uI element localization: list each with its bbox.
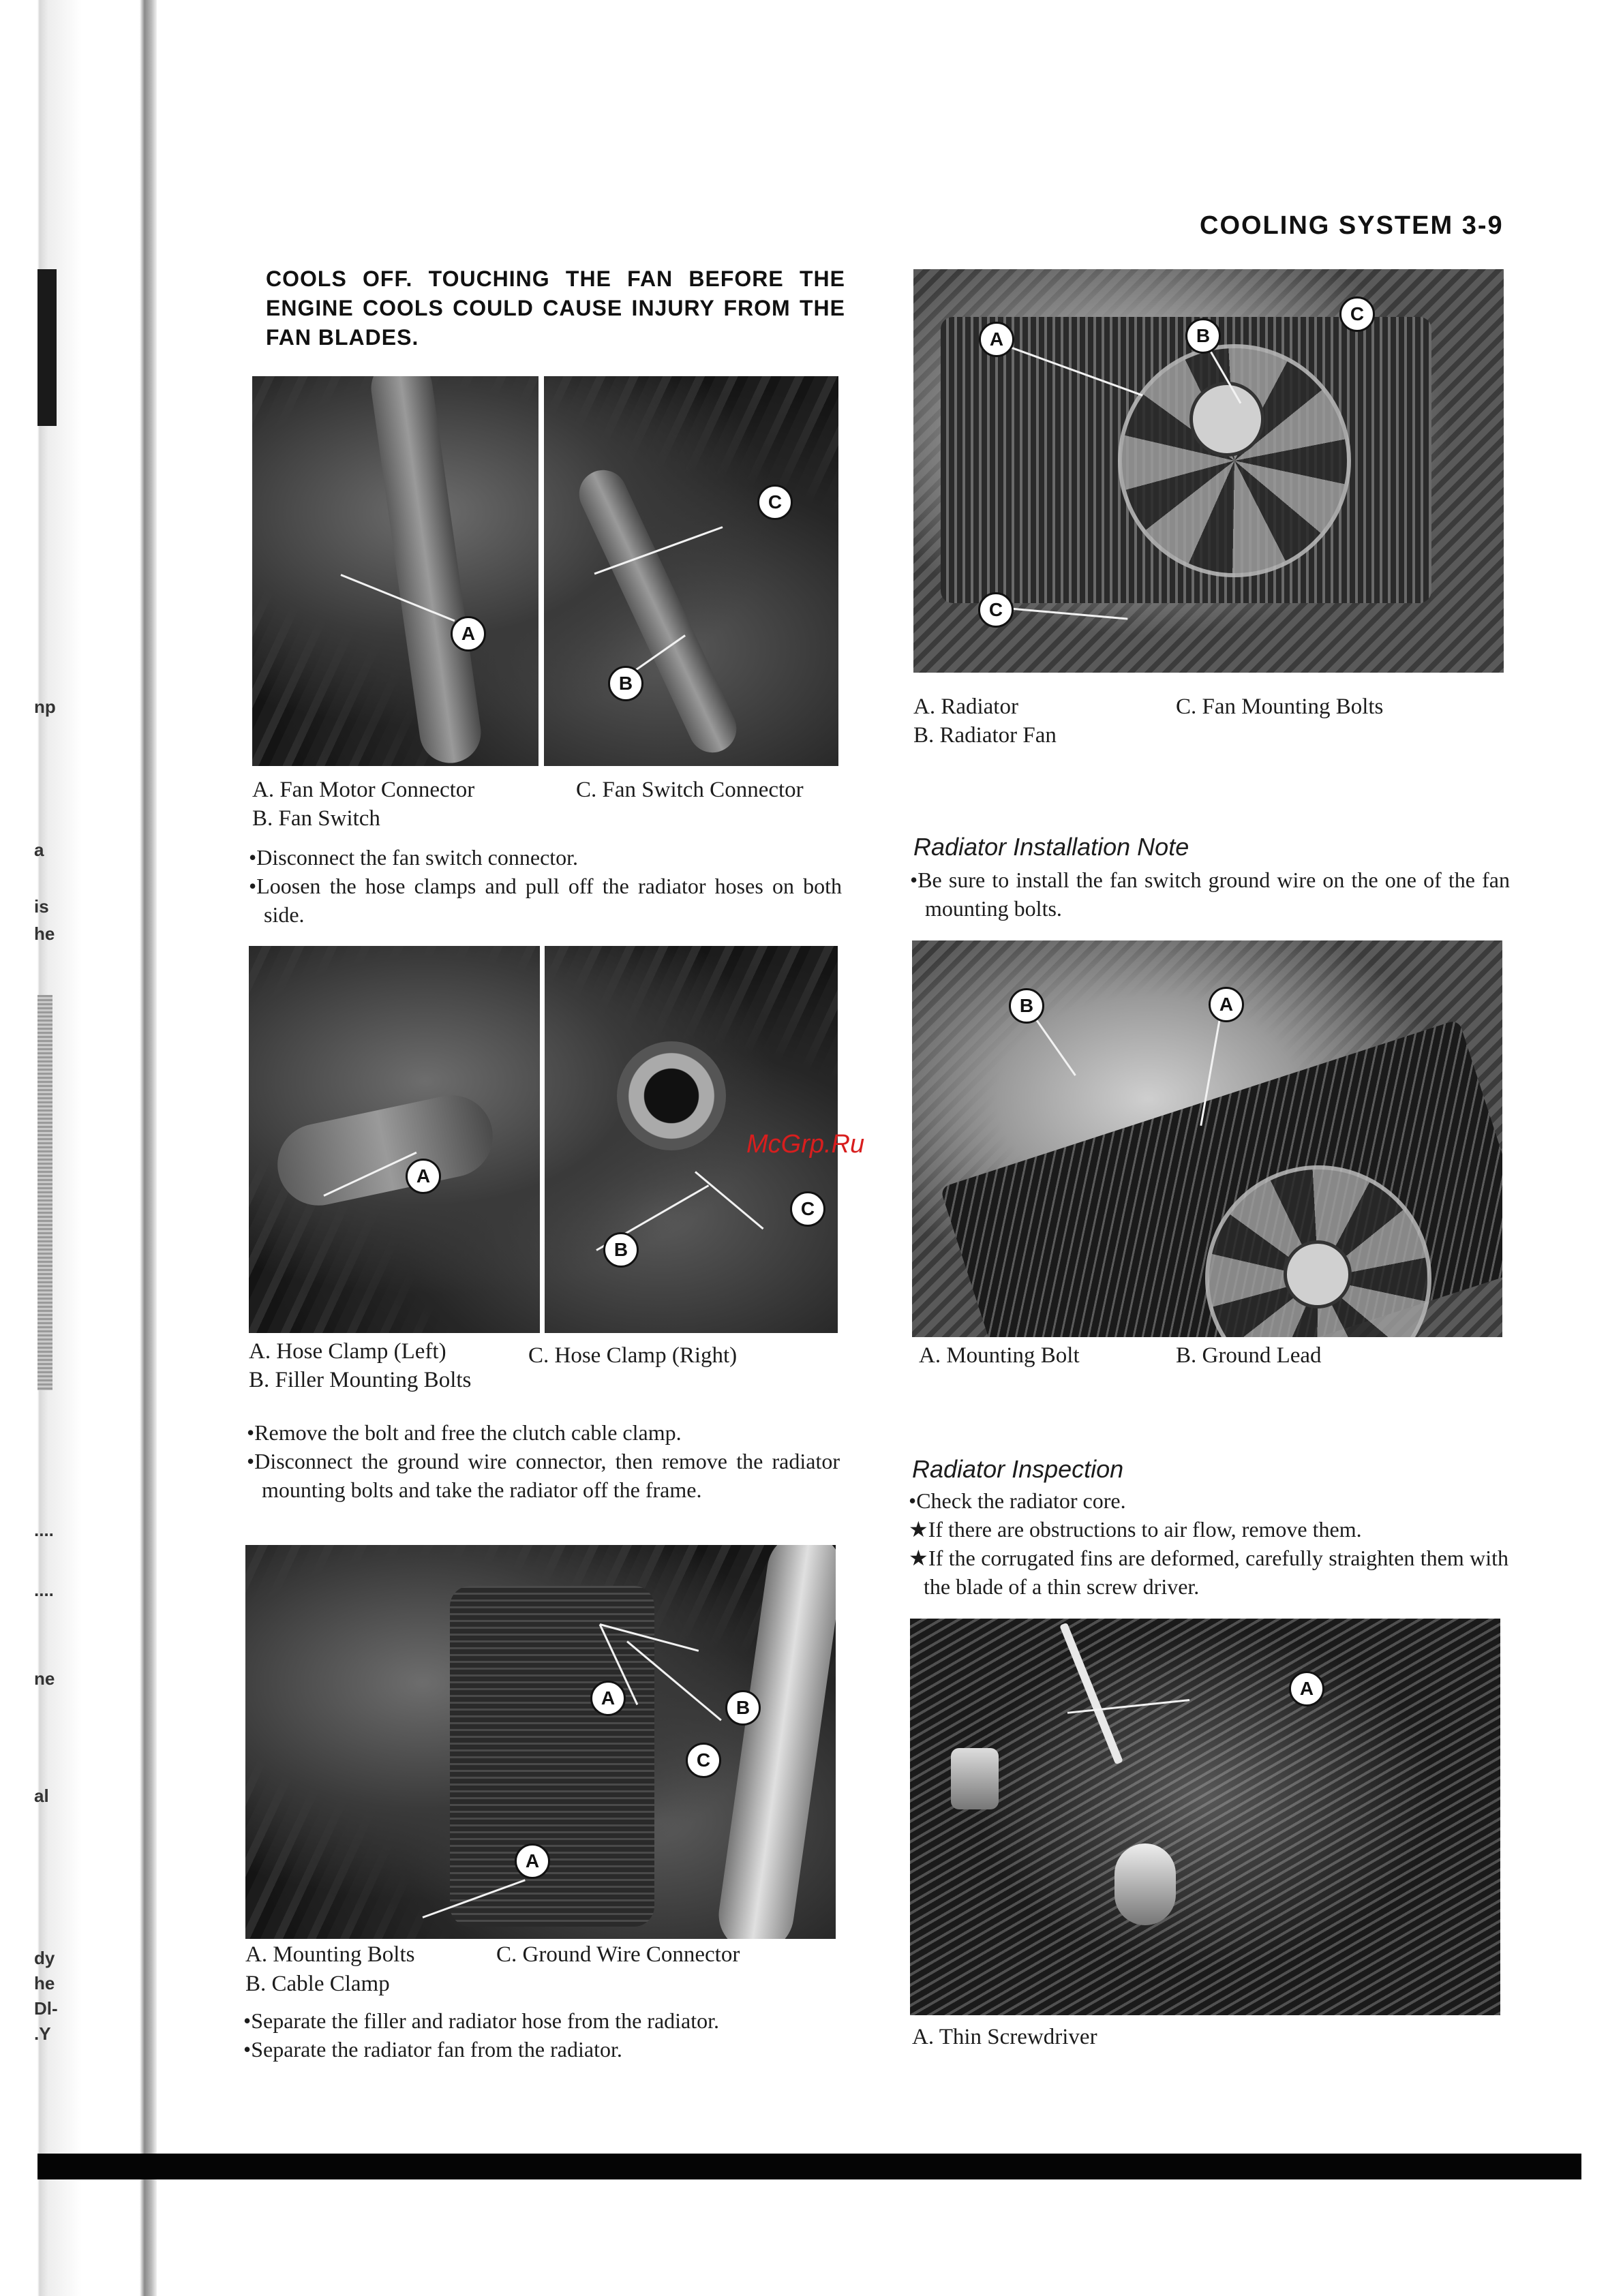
caption-item: C. Hose Clamp (Right) <box>528 1343 738 1368</box>
margin-fragment: a <box>34 840 44 860</box>
section-title-installation: Radiator Installation Note <box>913 833 1189 861</box>
callout-a: A <box>1209 987 1244 1022</box>
margin-gray-strip <box>37 995 52 1390</box>
instruction-step: •Check the radiator core. <box>909 1488 1126 1513</box>
callout-b: B <box>1009 988 1044 1024</box>
margin-fragment: dy <box>34 1948 55 1968</box>
caption-item: A. Hose Clamp (Left) <box>249 1339 446 1364</box>
instruction-list <box>249 843 842 929</box>
caption-item: B. Radiator Fan <box>913 723 1057 748</box>
margin-fragment: np <box>34 697 56 717</box>
instruction-step: •Loosen the hose clamps and pull off the radiator hoses on both side. <box>249 874 842 927</box>
instruction-list <box>910 866 1510 923</box>
callout-c: C <box>686 1743 721 1778</box>
callout-b: B <box>1185 318 1221 354</box>
caption-item: A. Fan Motor Connector <box>252 778 475 802</box>
caption-item: B. Fan Switch <box>252 806 380 831</box>
margin-fragment: is <box>34 896 49 917</box>
instruction-step: ★If the corrugated fins are deformed, carefully straighten them with the blade of a thin screw driver. <box>909 1546 1508 1599</box>
caption-item: B. Filler Mounting Bolts <box>249 1368 472 1392</box>
callout-c: C <box>978 592 1014 628</box>
callout-c: C <box>757 485 793 520</box>
callout-c: C <box>790 1191 825 1227</box>
callout-b: B <box>603 1232 639 1268</box>
instruction-step: •Remove the bolt and free the clutch cable clamp. <box>247 1420 682 1445</box>
radiator-fan-photo <box>913 269 1504 673</box>
caption-item: B. Ground Lead <box>1176 1343 1322 1368</box>
radiator-removal-photo <box>245 1545 836 1939</box>
caption-item: C. Fan Switch Connector <box>576 778 804 802</box>
instruction-step: •Disconnect the fan switch connector. <box>249 845 579 870</box>
caption-item: A. Thin Screwdriver <box>912 2025 1097 2049</box>
instruction-step: ★If there are obstructions to air flow, remove them. <box>909 1517 1362 1542</box>
margin-dark-strip <box>37 269 57 426</box>
margin-fragment: .... <box>34 1580 54 1600</box>
callout-b: B <box>725 1690 761 1726</box>
callout-a: A <box>1289 1671 1324 1706</box>
margin-fragment: .Y <box>34 2023 51 2044</box>
caption-item: A. Radiator <box>913 694 1018 719</box>
book-spine-shadow <box>0 0 157 2296</box>
margin-fragment: .... <box>34 1520 54 1540</box>
callout-b: B <box>608 666 643 701</box>
margin-fragment: he <box>34 1973 55 1993</box>
caption-item: B. Cable Clamp <box>245 1972 390 1996</box>
caption-item: A. Mounting Bolts <box>245 1942 415 1967</box>
instruction-step: •Be sure to install the fan switch ground wire on the one of the fan mounting bolts. <box>910 868 1510 921</box>
callout-a: A <box>590 1681 626 1716</box>
thin-screwdriver-photo <box>910 1619 1500 2015</box>
watermark-text: McGrp.Ru <box>746 1130 865 1159</box>
margin-fragment: al <box>34 1786 49 1806</box>
margin-fragment: he <box>34 923 55 944</box>
instruction-list <box>243 2006 843 2064</box>
callout-a: A <box>515 1843 550 1879</box>
instruction-step: •Separate the radiator fan from the radiator. <box>243 2037 622 2062</box>
ground-lead-photo <box>912 940 1502 1337</box>
instruction-list <box>247 1418 840 1504</box>
callout-a: A <box>451 616 486 652</box>
page-bottom-bar <box>37 2154 1581 2179</box>
caption-item: C. Ground Wire Connector <box>496 1942 740 1967</box>
page-header: COOLING SYSTEM 3-9 <box>1200 211 1504 240</box>
caption-item: C. Fan Mounting Bolts <box>1176 694 1384 719</box>
instruction-step: •Disconnect the ground wire connector, then remove the radiator mounting bolts and take the radiator off the frame. <box>247 1449 840 1502</box>
instruction-step: •Separate the filler and radiator hose from the radiator. <box>243 2008 720 2033</box>
callout-a: A <box>406 1159 441 1194</box>
margin-fragment: ne <box>34 1668 55 1689</box>
warning-text: COOLS OFF. TOUCHING THE FAN BEFORE THE ENGINE COOLS COULD CAUSE INJURY FROM THE FAN BLADES. <box>266 266 845 350</box>
caption-item: A. Mounting Bolt <box>919 1343 1080 1368</box>
fan-motor-connector-photo <box>252 376 838 766</box>
instruction-list <box>909 1486 1508 1601</box>
callout-c: C <box>1339 296 1375 332</box>
callout-a: A <box>979 322 1014 357</box>
section-title-inspection: Radiator Inspection <box>912 1455 1124 1483</box>
margin-fragment: Dl- <box>34 1998 58 2019</box>
